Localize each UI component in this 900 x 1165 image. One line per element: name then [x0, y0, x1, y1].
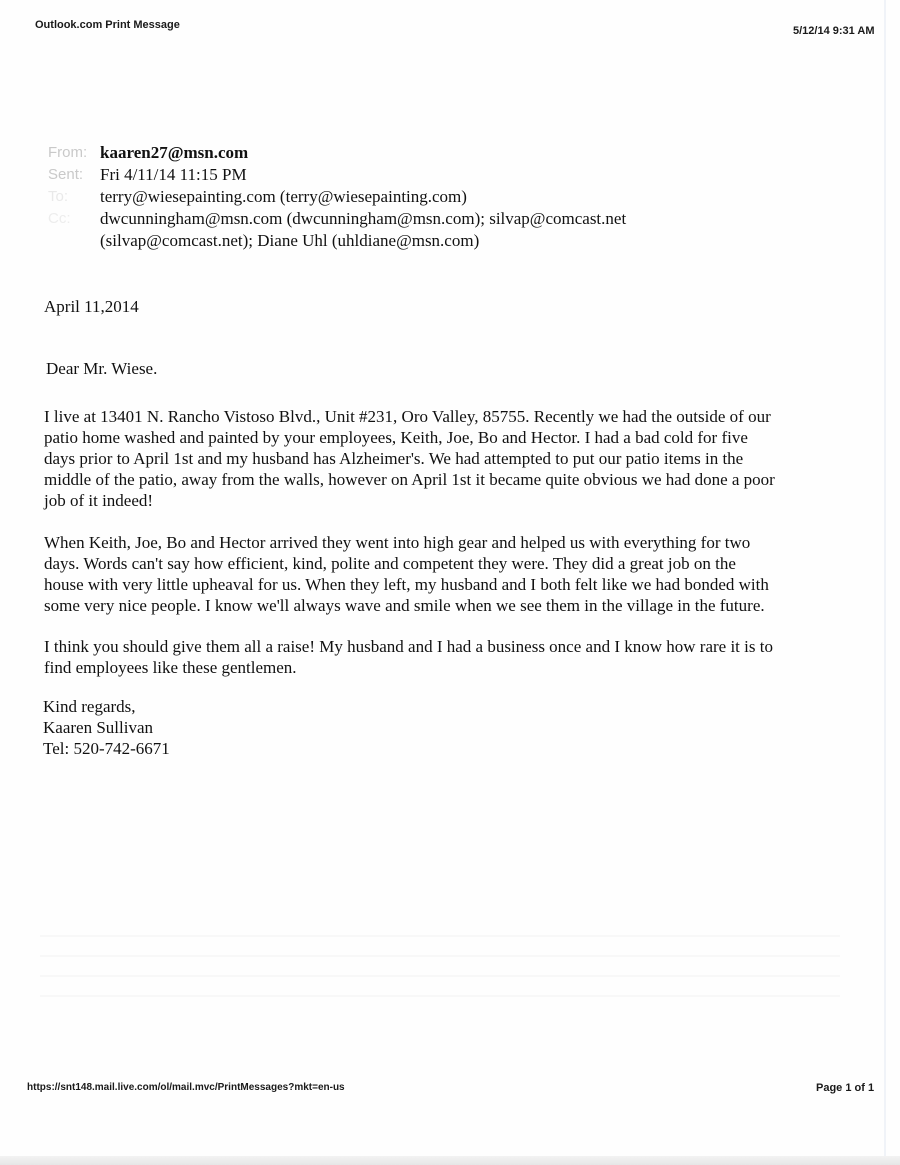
scan-artifact — [40, 935, 840, 1005]
print-header-title: Outlook.com Print Message — [35, 19, 180, 31]
print-header-datetime: 5/12/14 9:31 AM — [793, 25, 875, 37]
cc-recipients-line1: dwcunningham@msn.com (dwcunningham@msn.com); silvap@comcast.net — [100, 209, 627, 228]
to-recipients: terry@wiesepainting.com (terry@wiesepainting.com) — [100, 187, 467, 206]
cc-recipients-line2: (silvap@comcast.net); Diane Uhl (uhldiane@msn.com) — [100, 231, 480, 250]
print-footer-page-number: Page 1 of 1 — [816, 1082, 875, 1094]
from-label: From: — [48, 144, 88, 161]
paragraph-1: I live at 13401 N. Rancho Vistoso Blvd., Unit #231, Oro Valley, 85755. Recently we had the outside of our patio home washed and painted by your employees, Keith, Joe, Bo and Hector. I had a bad cold for five days prior to April 1st and my husband has Alzheimer's. We had attempted to put our patio items in the middle of the patio, away from the walls, however on April 1st it became quite obvious we had done a poor job of it indeed! — [44, 407, 775, 510]
to-label: To: — [48, 188, 69, 205]
phone-number: Tel: 520-742-6671 — [43, 739, 170, 758]
sent-datetime: Fri 4/11/14 11:15 PM — [100, 165, 247, 184]
salutation: Dear Mr. Wiese. — [46, 359, 158, 378]
letter-date: April 11,2014 — [44, 297, 139, 316]
paragraph-2: When Keith, Joe, Bo and Hector arrived they went into high gear and helped us with everything for two days. Words can't say how efficient, kind, polite and competent they were. They did a great job on the house with very little upheaval for us. When they left, my husband and I both felt like we had bonded with some very nice people. I know we'll always wave and smile when we see them in the village in the future. — [44, 533, 769, 615]
from-address: kaaren27@msn.com — [100, 143, 249, 162]
sent-label: Sent: — [48, 166, 84, 183]
cc-label: Cc: — [48, 210, 71, 227]
paper-edge — [884, 0, 886, 1165]
closing: Kind regards, — [43, 697, 136, 716]
paragraph-3: I think you should give them all a raise! My husband and I had a business once and I know how rare it is to find employees like these gentlemen. — [44, 637, 773, 677]
signature-name: Kaaren Sullivan — [43, 718, 153, 737]
paper-bottom-edge — [0, 1156, 900, 1165]
print-footer-url: https://snt148.mail.live.com/ol/mail.mvc/PrintMessages?mkt=en-us — [27, 1082, 345, 1093]
